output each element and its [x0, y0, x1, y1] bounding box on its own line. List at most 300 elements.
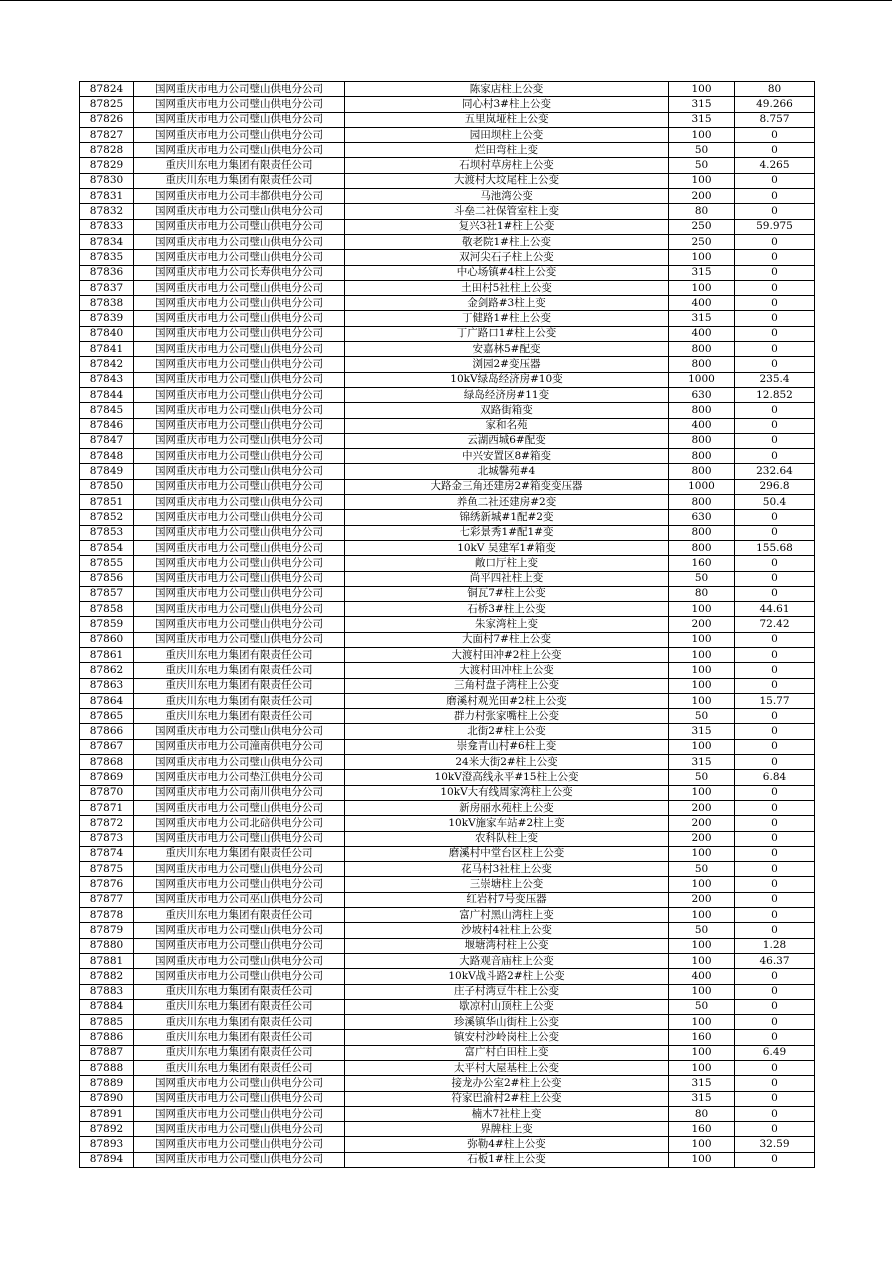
capacity-cell: 80: [669, 204, 735, 219]
row-id-cell: 87864: [80, 693, 134, 708]
row-id-cell: 87874: [80, 846, 134, 861]
capacity-cell: 100: [669, 250, 735, 265]
capacity-cell: 80: [669, 586, 735, 601]
capacity-cell: 1000: [669, 479, 735, 494]
transformer-name-cell: 斗垒二社保管室柱上变: [345, 204, 669, 219]
capacity-cell: 100: [669, 647, 735, 662]
company-cell: 国网重庆市电力公司璧山供电分公司: [134, 1106, 345, 1121]
capacity-cell: 800: [669, 540, 735, 555]
transformer-name-cell: 楠木7社柱上变: [345, 1106, 669, 1121]
table-row: [80, 433, 815, 448]
load-cell: 232.64: [735, 464, 815, 479]
table-row: [80, 862, 815, 877]
table-row: [80, 326, 815, 341]
load-cell: 0: [735, 647, 815, 662]
load-cell: 80: [735, 82, 815, 97]
company-cell: 国网重庆市电力公司璧山供电分公司: [134, 372, 345, 387]
table-row: [80, 495, 815, 510]
capacity-cell: 100: [669, 739, 735, 754]
table-row: [80, 1015, 815, 1030]
company-cell: 国网重庆市电力公司长寿供电分公司: [134, 265, 345, 280]
transformer-name-cell: 朱家湾柱上变: [345, 617, 669, 632]
company-cell: 国网重庆市电力公司璧山供电分公司: [134, 969, 345, 984]
row-id-cell: 87848: [80, 449, 134, 464]
company-cell: 国网重庆市电力公司璧山供电分公司: [134, 403, 345, 418]
capacity-cell: 100: [669, 632, 735, 647]
row-id-cell: 87871: [80, 800, 134, 815]
row-id-cell: 87837: [80, 280, 134, 295]
company-cell: 国网重庆市电力公司璧山供电分公司: [134, 280, 345, 295]
row-id-cell: 87892: [80, 1122, 134, 1137]
transformer-name-cell: 群力村张家嘴柱上公变: [345, 709, 669, 724]
load-cell: 0: [735, 173, 815, 188]
transformer-name-cell: 磨溪村中堂台区柱上公变: [345, 846, 669, 861]
transformer-name-cell: 复兴3社1#柱上公变: [345, 219, 669, 234]
transformer-name-cell: 养鱼二社还建房#2变: [345, 495, 669, 510]
transformer-name-cell: 铜瓦7#柱上公变: [345, 586, 669, 601]
company-cell: 重庆川东电力集团有限责任公司: [134, 984, 345, 999]
transformer-name-cell: 富广村黑山湾柱上变: [345, 908, 669, 923]
table-row: [80, 479, 815, 494]
table-row: [80, 892, 815, 907]
company-cell: 国网重庆市电力公司璧山供电分公司: [134, 862, 345, 877]
transformer-name-cell: 同心村3#柱上公变: [345, 97, 669, 112]
capacity-cell: 250: [669, 219, 735, 234]
transformer-name-cell: 10kV大有线周家湾柱上公变: [345, 785, 669, 800]
load-cell: 0: [735, 418, 815, 433]
capacity-cell: 50: [669, 143, 735, 158]
table-row: [80, 1152, 815, 1167]
row-id-cell: 87835: [80, 250, 134, 265]
table-row: [80, 953, 815, 968]
table-row: [80, 724, 815, 739]
table-row: [80, 510, 815, 525]
company-cell: 重庆川东电力集团有限责任公司: [134, 647, 345, 662]
company-cell: 国网重庆市电力公司璧山供电分公司: [134, 525, 345, 540]
transformer-name-cell: 大渡村田冲柱上公变: [345, 663, 669, 678]
row-id-cell: 87857: [80, 586, 134, 601]
load-cell: 0: [735, 1015, 815, 1030]
row-id-cell: 87836: [80, 265, 134, 280]
table-row: [80, 204, 815, 219]
row-id-cell: 87868: [80, 755, 134, 770]
capacity-cell: 80: [669, 1106, 735, 1121]
load-cell: 0: [735, 250, 815, 265]
load-cell: 296.8: [735, 479, 815, 494]
table-row: [80, 1076, 815, 1091]
load-cell: 0: [735, 984, 815, 999]
table-row: [80, 127, 815, 142]
company-cell: 重庆川东电力集团有限责任公司: [134, 173, 345, 188]
table-row: [80, 372, 815, 387]
row-id-cell: 87850: [80, 479, 134, 494]
capacity-cell: 200: [669, 831, 735, 846]
company-cell: 重庆川东电力集团有限责任公司: [134, 1030, 345, 1045]
capacity-cell: 800: [669, 464, 735, 479]
company-cell: 国网重庆市电力公司璧山供电分公司: [134, 311, 345, 326]
table-row: [80, 846, 815, 861]
table-row: [80, 540, 815, 555]
capacity-cell: 800: [669, 525, 735, 540]
row-id-cell: 87866: [80, 724, 134, 739]
table-row: [80, 755, 815, 770]
capacity-cell: 160: [669, 1030, 735, 1045]
row-id-cell: 87841: [80, 342, 134, 357]
load-cell: 0: [735, 204, 815, 219]
table-row: [80, 280, 815, 295]
capacity-cell: 400: [669, 326, 735, 341]
table-row: [80, 265, 815, 280]
table-row: [80, 785, 815, 800]
table-row: [80, 1030, 815, 1045]
capacity-cell: 315: [669, 112, 735, 127]
transformer-name-cell: 磨溪村观光田#2柱上公变: [345, 693, 669, 708]
row-id-cell: 87856: [80, 571, 134, 586]
table-row: [80, 158, 815, 173]
load-cell: 0: [735, 234, 815, 249]
capacity-cell: 315: [669, 311, 735, 326]
row-id-cell: 87878: [80, 908, 134, 923]
row-id-cell: 87872: [80, 816, 134, 831]
table-row: [80, 342, 815, 357]
company-cell: 国网重庆市电力公司潼南供电分公司: [134, 739, 345, 754]
capacity-cell: 100: [669, 984, 735, 999]
company-cell: 重庆川东电力集团有限责任公司: [134, 999, 345, 1014]
row-id-cell: 87831: [80, 189, 134, 204]
company-cell: 国网重庆市电力公司巫山供电分公司: [134, 892, 345, 907]
table-row: [80, 663, 815, 678]
capacity-cell: 100: [669, 280, 735, 295]
table-row: [80, 97, 815, 112]
row-id-cell: 87843: [80, 372, 134, 387]
load-cell: 0: [735, 846, 815, 861]
company-cell: 国网重庆市电力公司璧山供电分公司: [134, 495, 345, 510]
company-cell: 重庆川东电力集团有限责任公司: [134, 158, 345, 173]
company-cell: 国网重庆市电力公司丰都供电分公司: [134, 189, 345, 204]
row-id-cell: 87865: [80, 709, 134, 724]
table-row: [80, 999, 815, 1014]
row-id-cell: 87890: [80, 1091, 134, 1106]
company-cell: 国网重庆市电力公司璧山供电分公司: [134, 755, 345, 770]
table-row: [80, 984, 815, 999]
capacity-cell: 160: [669, 556, 735, 571]
capacity-cell: 800: [669, 433, 735, 448]
transformer-name-cell: 七彩景秀1#配1#变: [345, 525, 669, 540]
company-cell: 国网重庆市电力公司璧山供电分公司: [134, 464, 345, 479]
capacity-cell: 100: [669, 938, 735, 953]
row-id-cell: 87830: [80, 173, 134, 188]
capacity-cell: 200: [669, 816, 735, 831]
company-cell: 国网重庆市电力公司璧山供电分公司: [134, 97, 345, 112]
load-cell: 0: [735, 586, 815, 601]
load-cell: 4.265: [735, 158, 815, 173]
row-id-cell: 87883: [80, 984, 134, 999]
table-row: [80, 1122, 815, 1137]
load-cell: 0: [735, 449, 815, 464]
company-cell: 国网重庆市电力公司璧山供电分公司: [134, 204, 345, 219]
transformer-name-cell: 接龙办公室2#柱上公变: [345, 1076, 669, 1091]
capacity-cell: 50: [669, 709, 735, 724]
load-cell: 32.59: [735, 1137, 815, 1152]
load-cell: 0: [735, 877, 815, 892]
company-cell: 国网重庆市电力公司璧山供电分公司: [134, 219, 345, 234]
company-cell: 国网重庆市电力公司璧山供电分公司: [134, 938, 345, 953]
row-id-cell: 87867: [80, 739, 134, 754]
row-id-cell: 87840: [80, 326, 134, 341]
row-id-cell: 87851: [80, 495, 134, 510]
row-id-cell: 87885: [80, 1015, 134, 1030]
load-cell: 0: [735, 908, 815, 923]
transformer-name-cell: 10kV战斗路2#柱上公变: [345, 969, 669, 984]
capacity-cell: 200: [669, 800, 735, 815]
capacity-cell: 100: [669, 1061, 735, 1076]
row-id-cell: 87826: [80, 112, 134, 127]
row-id-cell: 87824: [80, 82, 134, 97]
row-id-cell: 87844: [80, 387, 134, 402]
row-id-cell: 87894: [80, 1152, 134, 1167]
row-id-cell: 87832: [80, 204, 134, 219]
capacity-cell: 630: [669, 387, 735, 402]
company-cell: 国网重庆市电力公司璧山供电分公司: [134, 1137, 345, 1152]
table-row: [80, 1061, 815, 1076]
table-row: [80, 173, 815, 188]
company-cell: 国网重庆市电力公司璧山供电分公司: [134, 342, 345, 357]
transformer-name-cell: 界牌柱上变: [345, 1122, 669, 1137]
capacity-cell: 50: [669, 158, 735, 173]
company-cell: 国网重庆市电力公司北碚供电分公司: [134, 816, 345, 831]
company-cell: 国网重庆市电力公司璧山供电分公司: [134, 1091, 345, 1106]
company-cell: 国网重庆市电力公司璧山供电分公司: [134, 387, 345, 402]
company-cell: 国网重庆市电力公司璧山供电分公司: [134, 556, 345, 571]
table-row: [80, 800, 815, 815]
table-row: [80, 647, 815, 662]
row-id-cell: 87860: [80, 632, 134, 647]
table-row: [80, 449, 815, 464]
load-cell: 0: [735, 862, 815, 877]
transformer-table: [79, 81, 815, 1168]
company-cell: 国网重庆市电力公司璧山供电分公司: [134, 418, 345, 433]
transformer-name-cell: 24米大街2#柱上公变: [345, 755, 669, 770]
transformer-name-cell: 马池湾公变: [345, 189, 669, 204]
table-row: [80, 418, 815, 433]
capacity-cell: 100: [669, 785, 735, 800]
load-cell: 0: [735, 127, 815, 142]
table-row: [80, 112, 815, 127]
row-id-cell: 87877: [80, 892, 134, 907]
company-cell: 国网重庆市电力公司璧山供电分公司: [134, 1152, 345, 1167]
company-cell: 重庆川东电力集团有限责任公司: [134, 908, 345, 923]
row-id-cell: 87884: [80, 999, 134, 1014]
company-cell: 国网重庆市电力公司璧山供电分公司: [134, 82, 345, 97]
row-id-cell: 87847: [80, 433, 134, 448]
load-cell: 235.4: [735, 372, 815, 387]
capacity-cell: 800: [669, 357, 735, 372]
row-id-cell: 87879: [80, 923, 134, 938]
transformer-name-cell: 歇凉村山顶柱上公变: [345, 999, 669, 1014]
row-id-cell: 87882: [80, 969, 134, 984]
company-cell: 国网重庆市电力公司璧山供电分公司: [134, 510, 345, 525]
capacity-cell: 400: [669, 296, 735, 311]
transformer-name-cell: 大面村7#柱上公变: [345, 632, 669, 647]
transformer-name-cell: 绿岛经济房#11变: [345, 387, 669, 402]
row-id-cell: 87853: [80, 525, 134, 540]
capacity-cell: 50: [669, 571, 735, 586]
row-id-cell: 87855: [80, 556, 134, 571]
row-id-cell: 87829: [80, 158, 134, 173]
load-cell: 0: [735, 296, 815, 311]
row-id-cell: 87881: [80, 953, 134, 968]
table-row: [80, 296, 815, 311]
transformer-name-cell: 三角村盘子湾柱上公变: [345, 678, 669, 693]
company-cell: 重庆川东电力集团有限责任公司: [134, 1061, 345, 1076]
load-cell: 0: [735, 1152, 815, 1167]
transformer-name-cell: 云湖西城6#配变: [345, 433, 669, 448]
load-cell: 0: [735, 1106, 815, 1121]
transformer-name-cell: 家和名苑: [345, 418, 669, 433]
row-id-cell: 87854: [80, 540, 134, 555]
row-id-cell: 87886: [80, 1030, 134, 1045]
capacity-cell: 315: [669, 265, 735, 280]
load-cell: 0: [735, 724, 815, 739]
capacity-cell: 400: [669, 418, 735, 433]
row-id-cell: 87846: [80, 418, 134, 433]
transformer-name-cell: 庄子村湾豆牛柱上公变: [345, 984, 669, 999]
company-cell: 国网重庆市电力公司璧山供电分公司: [134, 586, 345, 601]
table-row: [80, 969, 815, 984]
transformer-name-cell: 镇安村沙岭岗柱上公变: [345, 1030, 669, 1045]
table-row: [80, 1137, 815, 1152]
capacity-cell: 100: [669, 678, 735, 693]
table-row: [80, 586, 815, 601]
transformer-name-cell: 沙坡村4社柱上公变: [345, 923, 669, 938]
load-cell: 0: [735, 923, 815, 938]
load-cell: 49.266: [735, 97, 815, 112]
transformer-name-cell: 敬老院1#柱上公变: [345, 234, 669, 249]
row-id-cell: 87861: [80, 647, 134, 662]
transformer-name-cell: 丁广路口1#柱上公变: [345, 326, 669, 341]
table-body: [80, 82, 815, 1168]
load-cell: 0: [735, 326, 815, 341]
company-cell: 重庆川东电力集团有限责任公司: [134, 846, 345, 861]
table-row: [80, 357, 815, 372]
row-id-cell: 87891: [80, 1106, 134, 1121]
transformer-name-cell: 浏园2#变压器: [345, 357, 669, 372]
capacity-cell: 50: [669, 862, 735, 877]
capacity-cell: 100: [669, 127, 735, 142]
table-row: [80, 525, 815, 540]
capacity-cell: 50: [669, 923, 735, 938]
table-row: [80, 693, 815, 708]
capacity-cell: 100: [669, 953, 735, 968]
load-cell: 0: [735, 663, 815, 678]
transformer-name-cell: 丁健路1#柱上公变: [345, 311, 669, 326]
load-cell: 0: [735, 892, 815, 907]
capacity-cell: 800: [669, 403, 735, 418]
transformer-name-cell: 10kV绿岛经济房#10变: [345, 372, 669, 387]
table-row: [80, 923, 815, 938]
load-cell: 0: [735, 739, 815, 754]
company-cell: 国网重庆市电力公司璧山供电分公司: [134, 1076, 345, 1091]
transformer-name-cell: 北城馨苑#4: [345, 464, 669, 479]
company-cell: 国网重庆市电力公司璧山供电分公司: [134, 250, 345, 265]
table-row: [80, 1045, 815, 1060]
capacity-cell: 800: [669, 449, 735, 464]
company-cell: 国网重庆市电力公司璧山供电分公司: [134, 540, 345, 555]
load-cell: 0: [735, 403, 815, 418]
transformer-name-cell: 北街2#柱上公变: [345, 724, 669, 739]
table-row: [80, 632, 815, 647]
row-id-cell: 87858: [80, 602, 134, 617]
company-cell: 国网重庆市电力公司璧山供电分公司: [134, 479, 345, 494]
capacity-cell: 630: [669, 510, 735, 525]
load-cell: 6.84: [735, 770, 815, 785]
load-cell: 0: [735, 755, 815, 770]
transformer-name-cell: 敞口厅柱上变: [345, 556, 669, 571]
table-row: [80, 709, 815, 724]
capacity-cell: 100: [669, 82, 735, 97]
transformer-name-cell: 中心场镇#4柱上公变: [345, 265, 669, 280]
table-row: [80, 816, 815, 831]
table-row: [80, 387, 815, 402]
company-cell: 国网重庆市电力公司璧山供电分公司: [134, 143, 345, 158]
load-cell: 0: [735, 1061, 815, 1076]
capacity-cell: 800: [669, 495, 735, 510]
row-id-cell: 87863: [80, 678, 134, 693]
transformer-name-cell: 陈家店柱上公变: [345, 82, 669, 97]
row-id-cell: 87875: [80, 862, 134, 877]
table-row: [80, 1106, 815, 1121]
table-row: [80, 617, 815, 632]
transformer-name-cell: 大路观音庙柱上公变: [345, 953, 669, 968]
load-cell: 0: [735, 969, 815, 984]
row-id-cell: 87888: [80, 1061, 134, 1076]
company-cell: 重庆川东电力集团有限责任公司: [134, 1015, 345, 1030]
load-cell: 0: [735, 1091, 815, 1106]
row-id-cell: 87825: [80, 97, 134, 112]
company-cell: 国网重庆市电力公司璧山供电分公司: [134, 296, 345, 311]
company-cell: 国网重庆市电力公司璧山供电分公司: [134, 234, 345, 249]
transformer-name-cell: 农科队柱上变: [345, 831, 669, 846]
load-cell: 0: [735, 816, 815, 831]
capacity-cell: 315: [669, 755, 735, 770]
table-row: [80, 250, 815, 265]
load-cell: 0: [735, 800, 815, 815]
row-id-cell: 87852: [80, 510, 134, 525]
company-cell: 国网重庆市电力公司璧山供电分公司: [134, 800, 345, 815]
row-id-cell: 87845: [80, 403, 134, 418]
table-row: [80, 571, 815, 586]
table-row: [80, 678, 815, 693]
row-id-cell: 87873: [80, 831, 134, 846]
load-cell: 46.37: [735, 953, 815, 968]
capacity-cell: 100: [669, 1152, 735, 1167]
load-cell: 0: [735, 265, 815, 280]
capacity-cell: 160: [669, 1122, 735, 1137]
transformer-name-cell: 石板1#柱上公变: [345, 1152, 669, 1167]
load-cell: 0: [735, 189, 815, 204]
company-cell: 重庆川东电力集团有限责任公司: [134, 663, 345, 678]
company-cell: 重庆川东电力集团有限责任公司: [134, 678, 345, 693]
transformer-name-cell: 烂田弯柱上变: [345, 143, 669, 158]
row-id-cell: 87827: [80, 127, 134, 142]
company-cell: 国网重庆市电力公司璧山供电分公司: [134, 724, 345, 739]
capacity-cell: 100: [669, 1045, 735, 1060]
capacity-cell: 100: [669, 1137, 735, 1152]
transformer-name-cell: 金剑路#3柱上变: [345, 296, 669, 311]
load-cell: 50.4: [735, 495, 815, 510]
table-row: [80, 938, 815, 953]
company-cell: 国网重庆市电力公司璧山供电分公司: [134, 449, 345, 464]
